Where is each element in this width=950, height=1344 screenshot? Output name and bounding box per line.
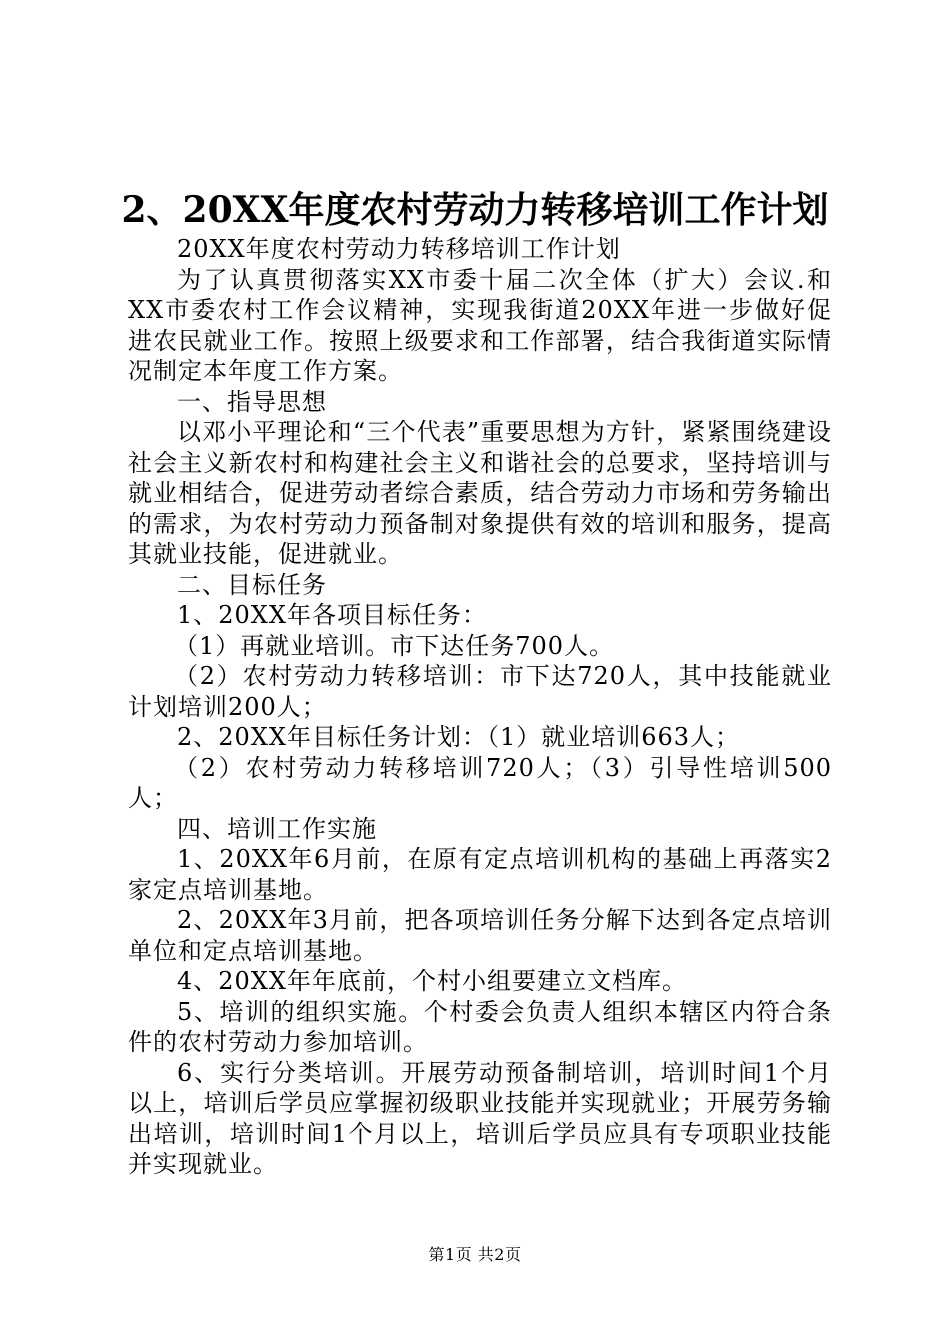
document-title: 2、20XX年度农村劳动力转移培训工作计划 xyxy=(121,189,829,231)
paragraph: 2、20XX年目标任务计划：（1）就业培训663人； xyxy=(177,723,741,751)
document-body xyxy=(128,234,832,1180)
paragraph: 5、培训的组织实施。个村委会负责人组织本辖区内符合条件的农村劳动力参加培训。 xyxy=(128,997,832,1056)
paragraph: 6、实行分类培训。开展劳动预备制培训，培训时间1个月以上，培训后学员应掌握初级职业技能并实现就业；开展劳务输出培训，培训时间1个月以上，培训后学员应具有专项职业技能并实现就业。 xyxy=(128,1058,832,1178)
paragraph: 以邓小平理论和“三个代表”重要思想为方针，紧紧围绕建设社会主义新农村和构建社会主义和谐社会的总要求，坚持培训与就业相结合，促进劳动者综合素质，结合劳动力市场和劳务输出的需求，为农村劳动力预备制对象提供有效的培训和服务，提高其就业技能，促进就业。 xyxy=(128,418,832,568)
paragraph: 1、20XX年6月前，在原有定点培训机构的基础上再落实2家定点培训基地。 xyxy=(128,845,832,904)
paragraph: 2、20XX年3月前，把各项培训任务分解下达到各定点培训单位和定点培训基地。 xyxy=(128,906,832,965)
paragraph: （2）农村劳动力转移培训：市下达720人，其中技能就业计划培训200人； xyxy=(128,662,832,721)
paragraph: 1、20XX年各项目标任务： xyxy=(177,601,487,629)
section-heading: 一、指导思想 xyxy=(177,387,327,416)
page-number-footer: 第1页 共2页 xyxy=(428,1245,522,1264)
section-heading: 二、目标任务 xyxy=(177,570,327,599)
paragraph: 4、20XX年年底前，个村小组要建立文档库。 xyxy=(177,967,687,995)
paragraph: 20XX年度农村劳动力转移培训工作计划 xyxy=(177,235,621,263)
paragraph: （2）农村劳动力转移培训720人；（3）引导性培训500人； xyxy=(128,753,832,812)
paragraph: （1）再就业培训。市下达任务700人。 xyxy=(174,631,615,660)
section-heading: 四、培训工作实施 xyxy=(177,814,377,843)
paragraph: 为了认真贯彻落实XX市委十届二次全体（扩大）会议.和XX市委农村工作会议精神，实现我街道20XX年进一步做好促进农民就业工作。按照上级要求和工作部署，结合我街道实际情况制定本年度工作方案。 xyxy=(128,265,832,385)
